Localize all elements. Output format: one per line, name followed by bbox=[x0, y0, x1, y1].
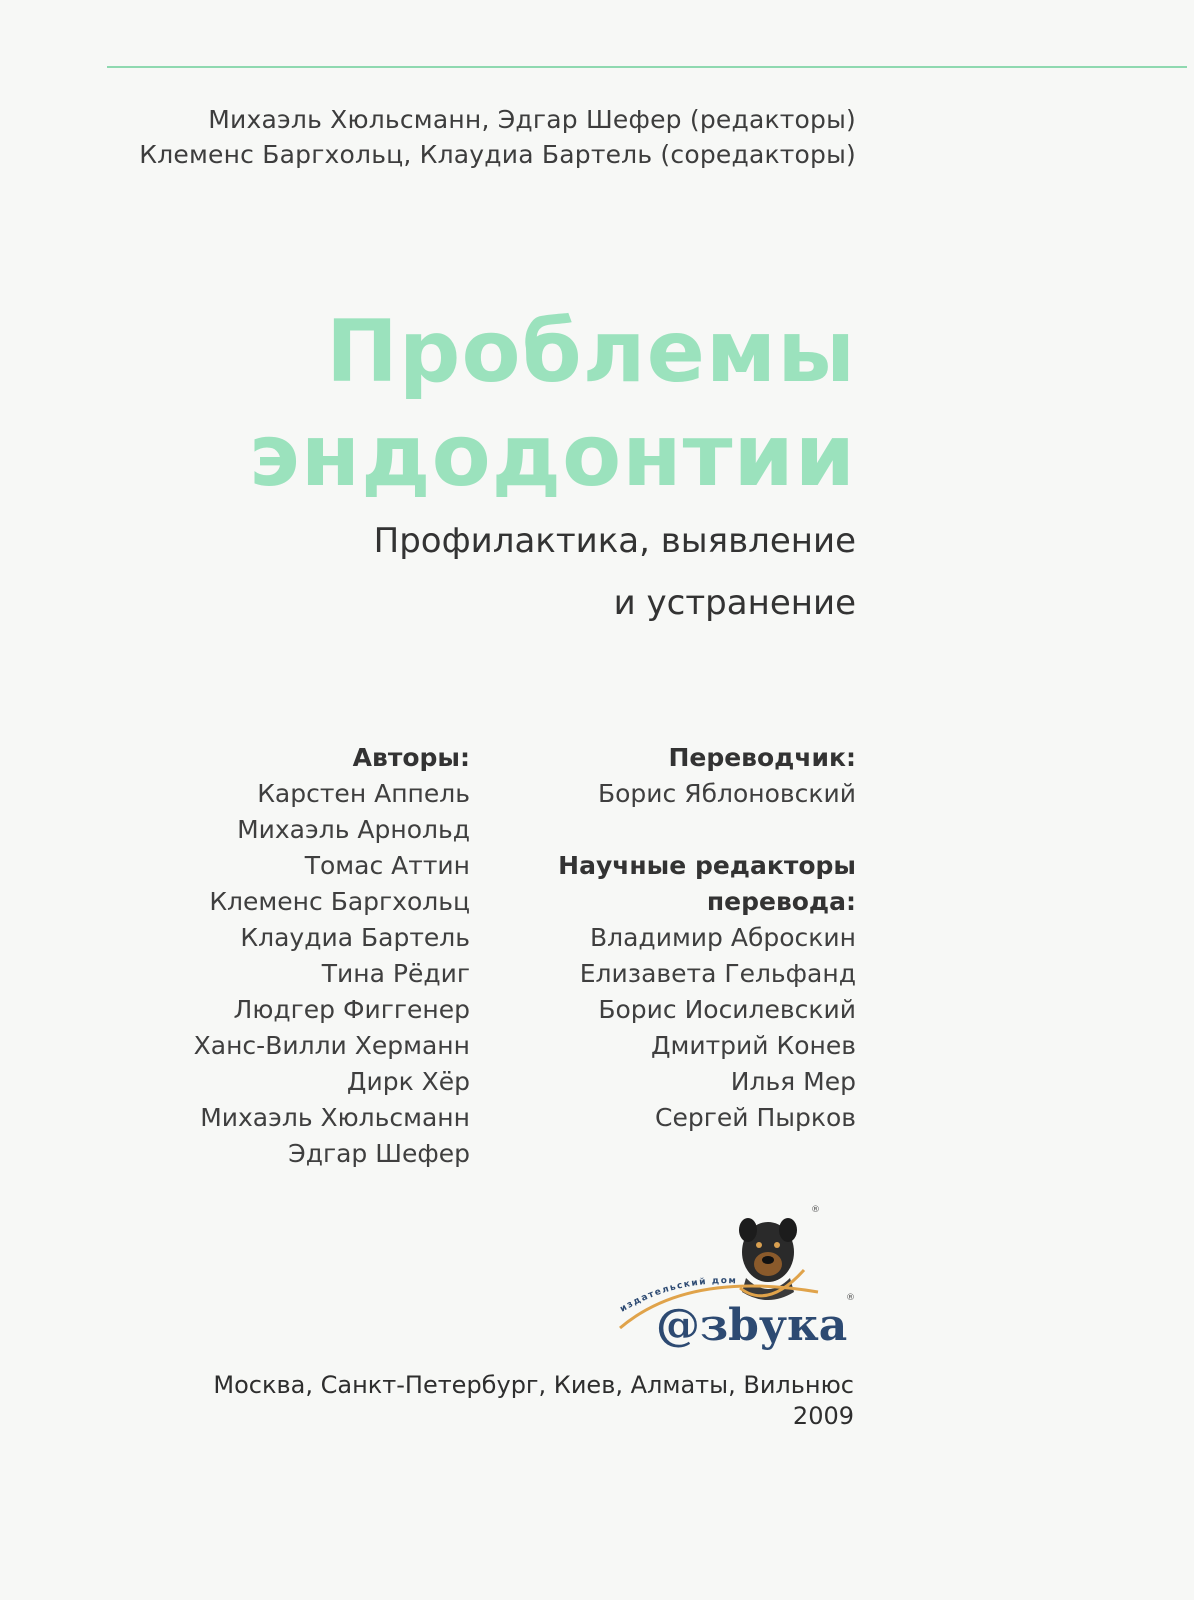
translators-column bbox=[558, 740, 856, 1136]
title-line-1: Проблемы bbox=[325, 302, 856, 402]
author-name: Михаэль Хюльсманн bbox=[200, 1103, 470, 1132]
imprint-year: 2009 bbox=[792, 1402, 854, 1430]
book-title bbox=[249, 300, 856, 508]
registered-mark: ® bbox=[846, 1293, 855, 1303]
scientific-editors-heading: Научные редакторы bbox=[558, 851, 856, 880]
authors-column bbox=[194, 740, 470, 1172]
scientific-editor-name: Елизавета Гельфанд bbox=[579, 959, 856, 988]
editors-line: Михаэль Хюльсманн, Эдгар Шефер (редакторы) bbox=[208, 105, 856, 134]
author-name: Эдгар Шефер bbox=[288, 1139, 470, 1168]
logo-wordmark: @зbука bbox=[656, 1300, 848, 1351]
scientific-editor-name: Сергей Пырков bbox=[655, 1103, 856, 1132]
author-name: Людгер Фиггенер bbox=[233, 995, 470, 1024]
author-name: Карстен Аппель bbox=[257, 779, 470, 808]
book-subtitle bbox=[374, 510, 856, 634]
subtitle-line-1: Профилактика, выявление bbox=[373, 521, 856, 561]
author-name: Клаудиа Бартель bbox=[240, 923, 470, 952]
scientific-editors-heading-2: перевода: bbox=[706, 887, 856, 916]
translator-heading: Переводчик: bbox=[668, 743, 856, 772]
top-rule bbox=[107, 66, 1187, 68]
spacer bbox=[558, 812, 856, 848]
publisher-logo bbox=[618, 1200, 868, 1360]
logo-arc-text: издательский дом bbox=[618, 1276, 738, 1315]
author-name: Михаэль Арнольд bbox=[237, 815, 470, 844]
subtitle-line-2: и устранение bbox=[613, 583, 856, 623]
authors-heading: Авторы: bbox=[352, 743, 470, 772]
registered-mark: ® bbox=[811, 1205, 820, 1215]
author-name: Томас Аттин bbox=[304, 851, 470, 880]
translator-name: Борис Яблоновский bbox=[597, 779, 856, 808]
scientific-editor-name: Борис Иосилевский bbox=[598, 995, 856, 1024]
coeditors-line: Клеменс Баргхольц, Клаудиа Бартель (соредакторы) bbox=[139, 140, 856, 169]
author-name: Тина Рёдиг bbox=[321, 959, 470, 988]
scientific-editor-name: Владимир Аброскин bbox=[589, 923, 856, 952]
author-name: Ханс-Вилли Херманн bbox=[193, 1031, 470, 1060]
scientific-editor-name: Илья Мер bbox=[730, 1067, 856, 1096]
azbuka-logo-graphic bbox=[618, 1200, 868, 1360]
author-name: Клеменс Баргхольц bbox=[209, 887, 470, 916]
imprint-cities: Москва, Санкт-Петербург, Киев, Алматы, Вильнюс bbox=[213, 1371, 854, 1399]
title-line-2: эндодонтии bbox=[248, 406, 856, 506]
editors-block bbox=[139, 102, 856, 172]
scientific-editor-name: Дмитрий Конев bbox=[650, 1031, 856, 1060]
author-name: Дирк Хёр bbox=[346, 1067, 470, 1096]
imprint-footer bbox=[213, 1370, 854, 1432]
